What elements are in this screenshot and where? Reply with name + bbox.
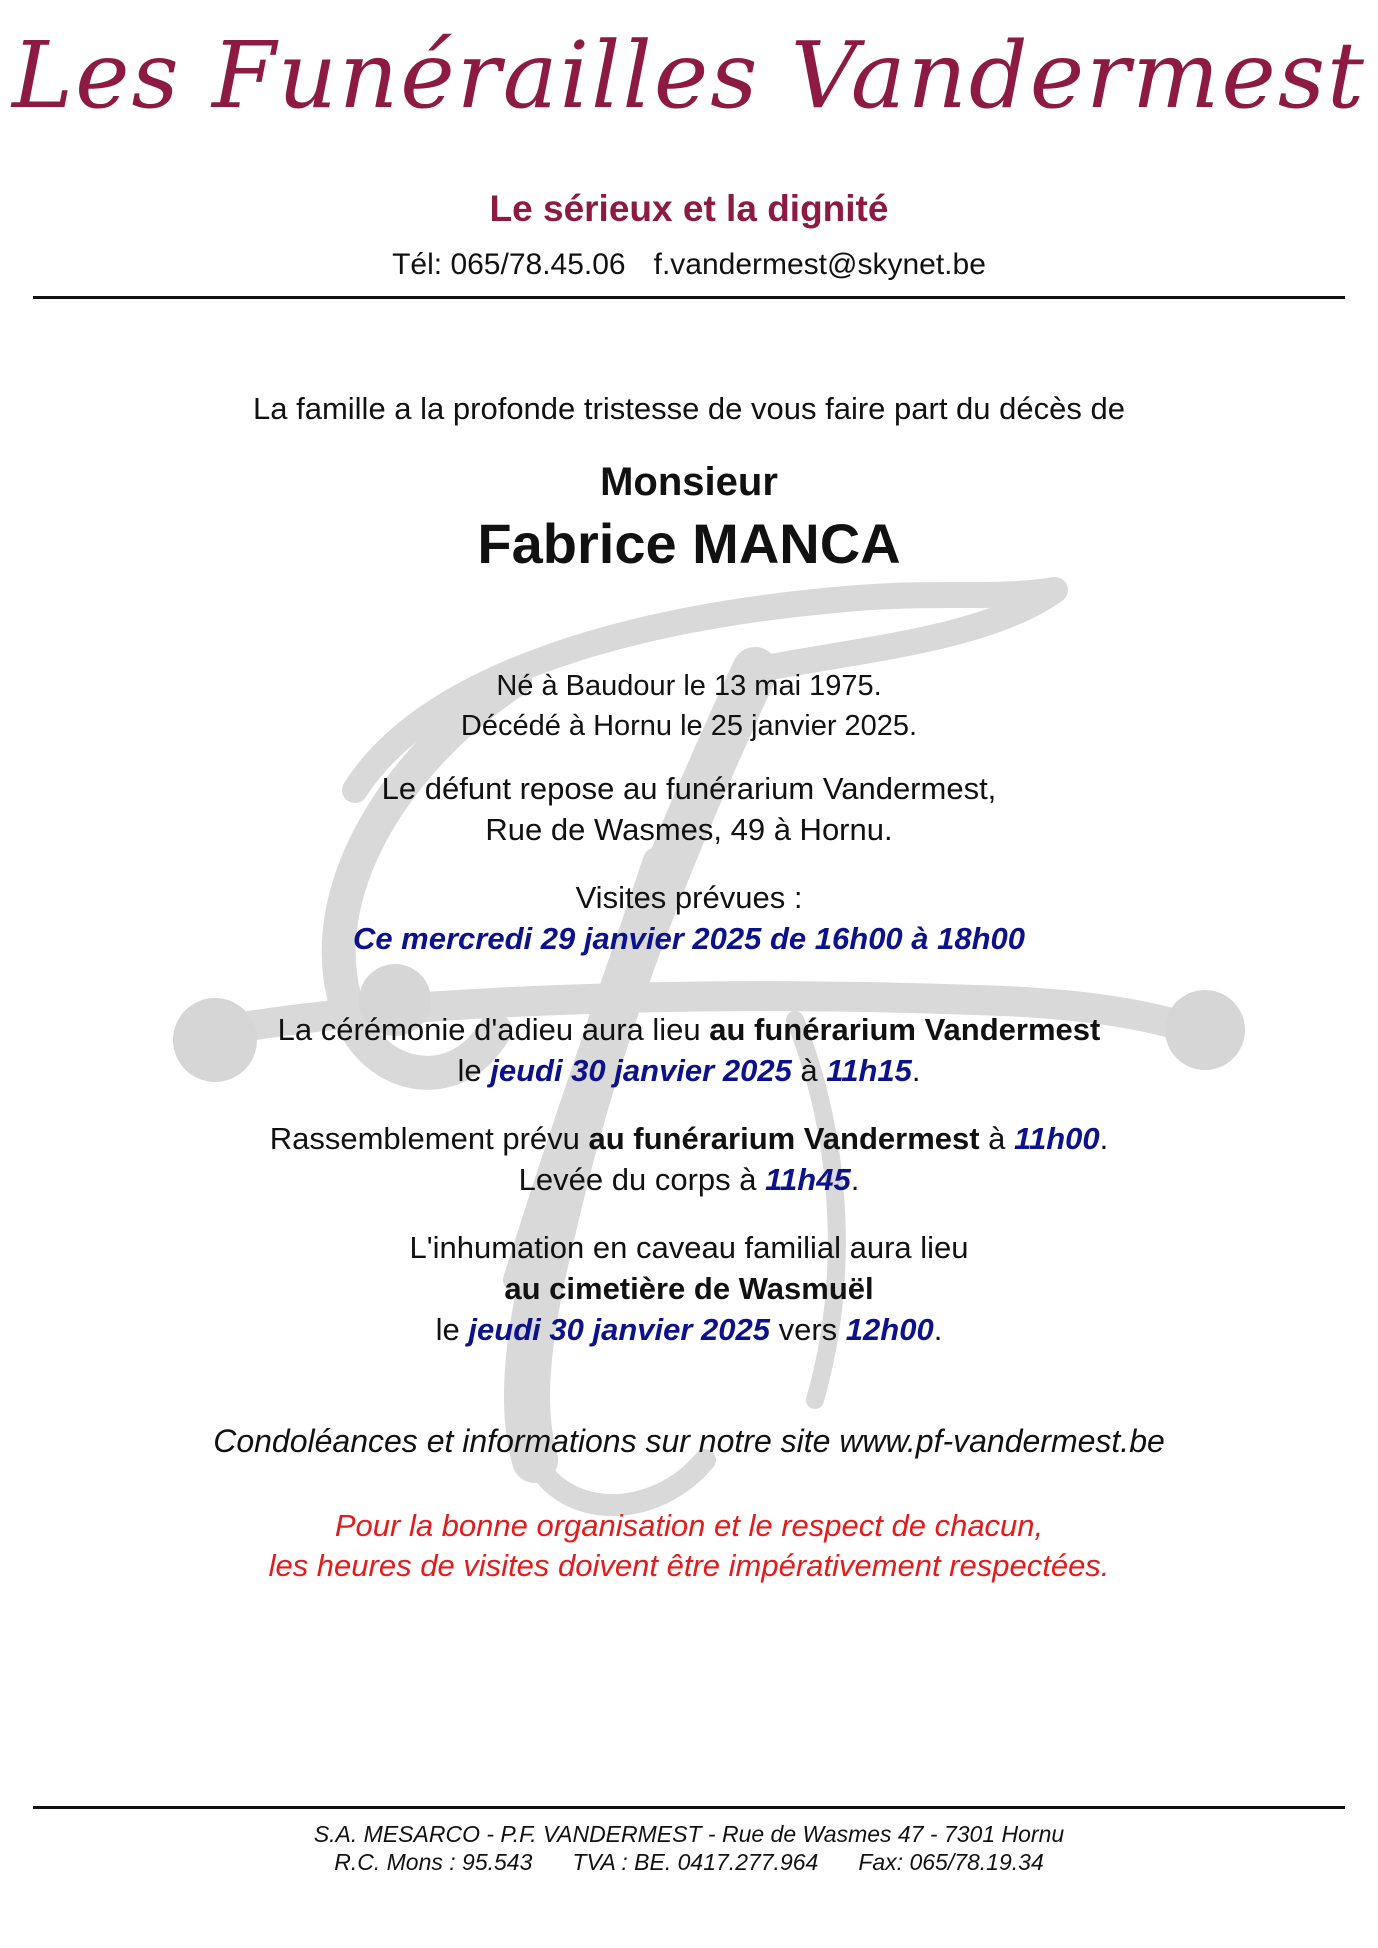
death-line: Décédé à Hornu le 25 janvier 2025.	[460, 710, 918, 742]
life-dates	[0, 666, 1378, 746]
ceremony-line-2: le jeudi 30 janvier 2025 à 11h15.	[457, 1053, 921, 1088]
burial-info	[0, 1227, 1378, 1350]
footer-address: S.A. MESARCO - P.F. VANDERMEST - Rue de Wasmes 47 - 7301 Hornu	[313, 1821, 1065, 1847]
burial-line-1: L'inhumation en caveau familial aura lieu	[409, 1230, 969, 1265]
header-divider	[33, 296, 1345, 299]
visits-schedule: Ce mercredi 29 janvier 2025 de 16h00 à 18h00	[352, 921, 1026, 956]
repose-line-1: Le défunt repose au funérarium Vandermest,	[381, 771, 997, 806]
visit-notice	[0, 1506, 1378, 1586]
tagline: Le sérieux et la dignité	[489, 188, 889, 229]
gathering-place: au funérarium Vandermest	[588, 1121, 980, 1156]
visits-info	[0, 877, 1378, 959]
gathering-line-1: Rassemblement prévu au funérarium Vandermest à 11h00.	[269, 1121, 1109, 1156]
birth-line: Né à Baudour le 13 mai 1975.	[496, 670, 882, 702]
footer-registration	[0, 1848, 1378, 1876]
footer-divider	[33, 1806, 1345, 1809]
repose-line-2: Rue de Wasmes, 49 à Hornu.	[485, 812, 893, 847]
burial-place: au cimetière de Wasmuël	[504, 1271, 874, 1306]
ceremony-date: jeudi 30 janvier 2025	[490, 1053, 792, 1088]
brand-title: Les Funérailles Vandermest	[11, 22, 1367, 129]
email-address: f.vandermest@skynet.be	[653, 248, 986, 281]
burial-date: jeudi 30 janvier 2025	[468, 1312, 770, 1347]
condolences-text: Condoléances et informations sur notre site www.pf-vandermest.be	[213, 1423, 1165, 1459]
phone-number: Tél: 065/78.45.06	[392, 248, 626, 281]
intro-text: La famille a la profonde tristesse de vous faire part du décès de	[253, 391, 1125, 426]
contact-line	[0, 248, 1378, 282]
deceased-title: Monsieur	[600, 460, 778, 504]
ceremony-line-1: La cérémonie d'adieu aura lieu au funérarium Vandermest	[277, 1012, 1101, 1047]
gathering-info	[0, 1118, 1378, 1200]
deceased-name: Fabrice MANCA	[477, 512, 901, 575]
footer-fax: Fax: 065/78.19.34	[858, 1849, 1044, 1875]
ceremony-place: au funérarium Vandermest	[709, 1012, 1101, 1047]
notice-line-1: Pour la bonne organisation et le respect de chacun,	[334, 1508, 1044, 1543]
ceremony-time: 11h15	[826, 1053, 912, 1088]
gathering-line-2: Levée du corps à 11h45.	[518, 1162, 860, 1197]
footer-tva: TVA : BE. 0417.277.964	[572, 1849, 819, 1875]
burial-time: 12h00	[845, 1312, 934, 1347]
company-footer	[0, 1820, 1378, 1876]
repose-info	[0, 768, 1378, 850]
ceremony-info	[0, 1009, 1378, 1091]
burial-line-3: le jeudi 30 janvier 2025 vers 12h00.	[435, 1312, 943, 1347]
footer-rc: R.C. Mons : 95.543	[334, 1849, 533, 1875]
notice-line-2: les heures de visites doivent être impérativement respectées.	[268, 1548, 1110, 1583]
gathering-time: 11h00	[1014, 1121, 1100, 1156]
visits-label: Visites prévues :	[575, 880, 803, 915]
departure-time: 11h45	[765, 1162, 851, 1197]
